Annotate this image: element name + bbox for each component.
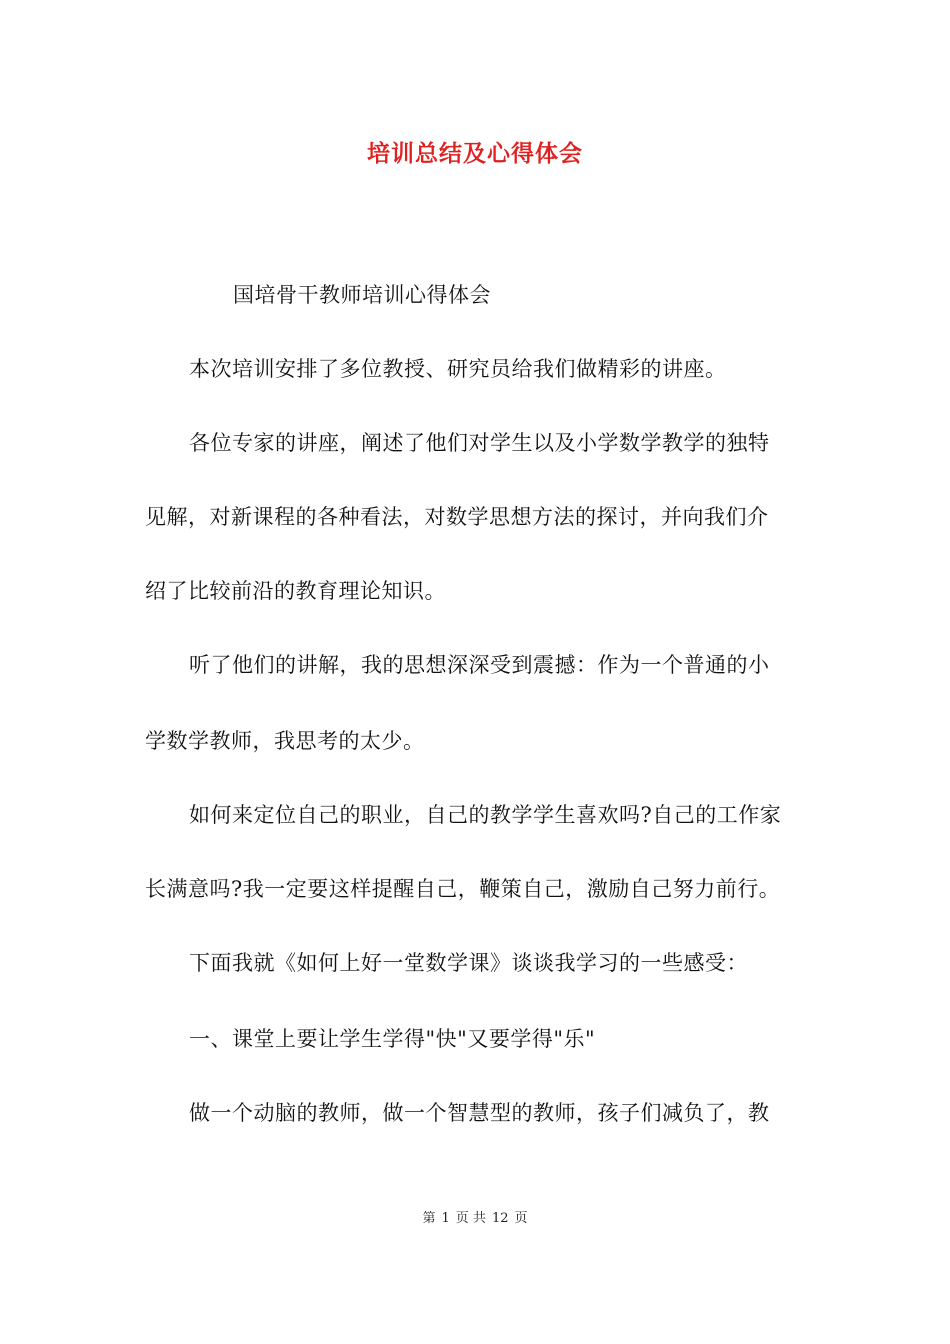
paragraph-line: 本次培训安排了多位教授、研究员给我们做精彩的讲座。 [189,357,727,381]
paragraph-line: 下面我就《如何上好一堂数学课》谈谈我学习的一些感受： [189,951,748,975]
paragraph-line: 如何来定位自己的职业，自己的教学学生喜欢吗?自己的工作家 [189,803,782,827]
paragraph-line: 长满意吗?我一定要这样提醒自己，鞭策自己，激励自己努力前行。 [145,877,781,901]
paragraph-line: 绍了比较前沿的教育理论知识。 [145,579,446,603]
page-footer [0,1209,950,1229]
section-heading: 一、课堂上要让学生学得"快"又要学得"乐" [189,1027,596,1051]
paragraph-line: 见解，对新课程的各种看法，对数学思想方法的探讨，并向我们介 [145,505,769,529]
footer-prefix: 第 [422,1211,436,1226]
paragraph-line: 听了他们的讲解，我的思想深深受到震撼：作为一个普通的小 [189,653,770,677]
footer-total-pages: 12 [491,1211,509,1226]
paragraph-line: 各位专家的讲座，阐述了他们对学生以及小学数学教学的独特 [189,431,770,455]
footer-middle: 页 共 [455,1211,486,1226]
paragraph-line: 学数学教师，我思考的太少。 [145,729,425,753]
subtitle: 国培骨干教师培训心得体会 [233,283,491,307]
page-title: 培训总结及心得体会 [367,140,583,167]
footer-page-number: 1 [441,1211,450,1226]
footer-suffix: 页 [514,1211,528,1226]
paragraph-line: 做一个动脑的教师，做一个智慧型的教师，孩子们减负了，教 [189,1101,770,1125]
